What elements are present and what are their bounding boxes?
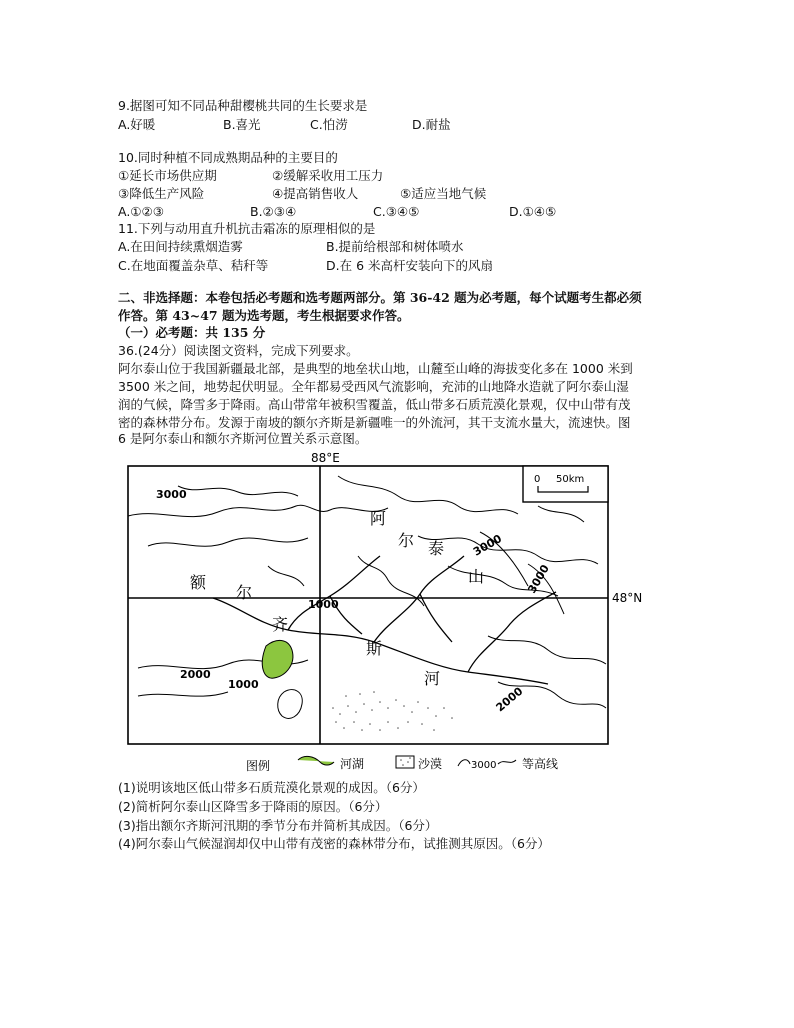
q10-item-1: ①延长市场供应期 [118,168,217,183]
q36-intro: 36.(24分）阅读图文资料，完成下列要求。 [118,343,359,358]
legend-contour-swatch-end [498,760,516,764]
river-name-char: 齐 [272,615,289,634]
q9-option-d: D.耐盐 [412,117,451,132]
q10-item-5: ⑤适应当地气候 [400,186,487,201]
legend-title: 图例 [246,759,271,773]
scale-zero-label: 0 [534,474,541,485]
q10-option-d: D.①④⑤ [509,204,557,219]
contour-label: 1000 [228,678,259,691]
map-frame [128,466,608,744]
q36-question-1: (1)说明该地区低山带多石质荒漠化景观的成因。（6分） [118,780,425,795]
mountain-name-char: 泰 [428,539,445,558]
latitude-label: 48°N [612,591,643,605]
map-figure [118,446,643,778]
q10-option-b: B.②③④ [250,204,297,219]
river-name-char: 河 [424,669,441,688]
q10-question: 10.同时种植不同成熟期品种的主要目的 [118,150,338,165]
q10-item-4: ④提高销售收人 [272,186,359,201]
contour-label: 2000 [493,684,526,715]
q10-item-2: ②缓解采收用工压力 [272,168,384,183]
q11-option-d: D.在 6 米高杆安装向下的风扇 [326,258,493,273]
q9-option-b: B.喜光 [223,117,261,132]
q11-question: 11.下列与动用直升机抗击霜冻的原理相似的是 [118,221,376,236]
legend-lake-label: 河湖 [340,757,365,771]
q36-question-3: (3)指出额尔齐斯河汛期的季节分布并简析其成因。（6分） [118,818,438,833]
scale-distance-label: 50km [556,474,585,485]
q9-option-a: A.好暖 [118,117,156,132]
q36-passage-line: 阿尔泰山位于我国新疆最北部，是典型的地垒状山地，山麓至山峰的海拔变化多在 1000 米到 [118,361,633,376]
q36-passage-line: 3500 米之间，地势起伏明显。全年都易受西风气流影响，充沛的山地降水造就了阿尔泰山湿 [118,379,629,394]
q10-option-c: C.③④⑤ [373,204,420,219]
legend-desert-swatch [396,756,414,768]
contour-label: 1000 [308,598,339,611]
mountain-name-char: 尔 [398,531,415,550]
river-name-char: 尔 [236,583,253,602]
section2-sub-heading: （一）必考题：共 135 分 [118,325,266,340]
q10-option-a: A.①②③ [118,204,164,219]
contour-label: 3000 [471,532,505,559]
mountain-name-char: 山 [468,567,485,586]
q36-passage-line: 润的气候，降雪多于降雨。高山带常年被积雪覆盖，低山带多石质荒漠化景观，仅中山带有茂 [118,397,631,412]
contour-label: 3000 [156,488,187,501]
q9-question: 9.据图可知不同品种甜樱桃共同的生长要求是 [118,98,368,113]
contour-label: 3000 [525,562,552,596]
longitude-label: 88°E [311,451,340,465]
mountain-name-char: 阿 [370,509,387,528]
q9-option-c: C.怕涝 [310,117,348,132]
q36-passage-line: 密的森林带分布。发源于南坡的额尔齐斯是新疆唯一的外流河，其干支流水量大，流速快。图 [118,415,631,430]
q36-passage-line: 6 是阿尔泰山和额尔齐斯河位置关系示意图。 [118,431,368,446]
q11-option-c: C.在地面覆盖杂草、秸秆等 [118,258,269,273]
contour-label: 2000 [180,668,211,681]
legend-lake-swatch [298,756,334,765]
river-name-char: 斯 [366,639,383,658]
q11-option-a: A.在田间持续熏烟造雾 [118,239,243,254]
q36-question-2: (2)简析阿尔泰山区降雪多于降雨的原因。（6分） [118,799,388,814]
section2-heading-line1: 二、非选择题：本卷包括必考题和选考题两部分。第 36-42 题为必考题，每个试题考生都必须 [118,290,642,305]
q11-option-b: B.提前给根部和树体喷水 [326,239,464,254]
q10-item-3: ③降低生产风险 [118,186,205,201]
section2-heading-line2: 作答。第 43~47 题为选考题，考生根据要求作答。 [118,308,410,323]
legend-contour-value: 3000 [471,760,497,771]
q36-question-4: (4)阿尔泰山气候湿润却仅中山带有茂密的森林带分布，试推测其原因。（6分） [118,836,550,851]
legend-contour-swatch [458,760,470,766]
legend-desert-label: 沙漠 [418,757,443,771]
river-name-char: 额 [190,573,207,592]
legend-contour-label: 等高线 [522,757,559,771]
